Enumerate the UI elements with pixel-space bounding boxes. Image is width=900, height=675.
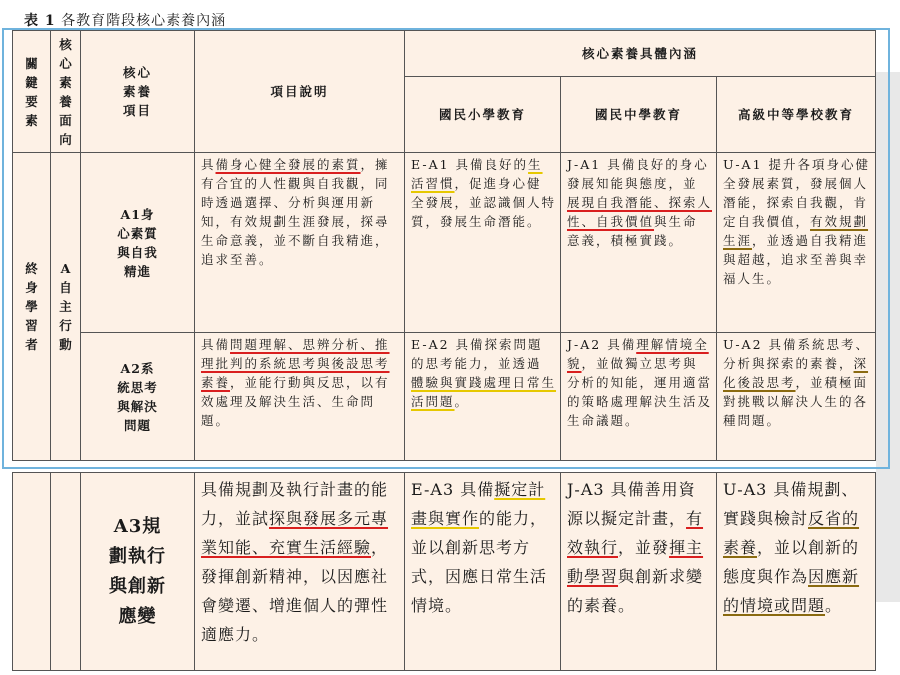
highlighted-phrase: 深化後設思考 [723, 356, 869, 390]
text-segment: E-A2 具備探索問題的思考能力，並透過 [411, 337, 543, 371]
text-segment: E-A1 具備良好的 [411, 157, 529, 172]
highlighted-phrase: 因應新的情境或問題 [723, 567, 860, 615]
text-segment: ，發揮創新精神，以因應社會變遷、增進個人的彈性適應力。 [201, 538, 389, 644]
header-description: 項目說明 [195, 31, 405, 153]
text-segment: ，並能行動與反思，以有效處理及解決生活、生命問題。 [201, 375, 390, 428]
highlighted-phrase: 問題理解、思辨分析、推理批判的系統思考與後設思考素養 [201, 337, 390, 390]
elementary-a2 [405, 333, 561, 461]
text-segment: 具 [201, 157, 216, 172]
text-segment: U-A2 具備系統思考、分析與探索的素養， [723, 337, 870, 371]
highlighted-phrase: 擬定計畫與實作 [411, 480, 546, 528]
highlighted-phrase: 有效執行 [567, 509, 704, 557]
text-segment: ，促進身心健全發展，並認識個人特質，發展生命潛能。 [411, 176, 557, 229]
highlighted-phrase: 探與發展多元專業知能、充實生活經驗 [201, 509, 389, 557]
text-segment: ，擁有合宜的人性觀與自我觀，同時透過選擇、分析與運用新知，有效規劃生涯發展，探尋生命意義，並不斷自我精進，追求至善。 [201, 157, 390, 267]
elementary-a1 [405, 153, 561, 333]
highlighted-phrase: 展現自我潛能、探索人性、自我價值 [567, 195, 713, 229]
item-a1: A1身心素質與自我精進 [81, 153, 195, 333]
elementary-a3 [405, 473, 561, 671]
item-a2: A2系統思考與解決問題 [81, 333, 195, 461]
caption-title: 各教育階段核心素養內涵 [61, 13, 227, 29]
description-a3 [195, 473, 405, 671]
text-segment: J-A3 具備善用資源以擬定計畫， [567, 480, 696, 528]
text-segment: J-A1 具備良好的身心發展知能與態度，並 [567, 157, 709, 191]
header-dimension: 核心素養面向 [51, 31, 81, 153]
highlighted-phrase: 備身心健全發展的素質 [215, 157, 361, 172]
text-segment: 具備規劃及執行計畫的能力，並試 [201, 480, 389, 528]
text-segment: ，並以創新的態度與作為 [723, 538, 860, 586]
text-segment: U-A1 提升各項身心健全發展素質，發展個人潛能，探索自我觀，肯定自我價值， [723, 157, 870, 229]
competency-table [12, 30, 876, 461]
text-segment: J-A2 具備 [567, 337, 637, 352]
junior-a1 [561, 153, 717, 333]
header-senior: 高級中等學校教育 [717, 77, 876, 153]
header-junior: 國民中學教育 [561, 77, 717, 153]
text-segment: ，並做獨立思考與分析的知能，運用適當的策略處理解決生活及生命議題。 [567, 356, 713, 428]
highlighted-phrase: 揮主動學習 [567, 538, 704, 586]
text-segment: 的能力，並以創新思考方式，因應日常生活情境。 [411, 509, 548, 615]
highlighted-phrase: 理解情境全貌 [567, 337, 709, 371]
caption-label: 表 1 [24, 13, 56, 29]
senior-a1 [717, 153, 876, 333]
highlighted-phrase: 反省的素養 [723, 509, 860, 557]
text-segment: ，並積極面對挑戰以解決人生的各種問題。 [723, 375, 869, 428]
junior-a3 [561, 473, 717, 671]
header-concrete: 核心素養具體內涵 [405, 31, 876, 77]
header-key-element: 關鍵要素 [13, 31, 51, 153]
header-elementary: 國民小學教育 [405, 77, 561, 153]
senior-a3 [717, 473, 876, 671]
dimension-cell-cont [51, 473, 81, 671]
key-element-cell-cont [13, 473, 51, 671]
item-a3: A3規劃執行與創新應變 [81, 473, 195, 671]
text-segment: 與生命意義，積極實踐。 [567, 214, 698, 248]
junior-a2 [561, 333, 717, 461]
text-segment: ，並發 [618, 538, 670, 557]
competency-table-a3 [12, 472, 876, 671]
header-item: 核心素養項目 [81, 31, 195, 153]
highlighted-phrase: 生活習慣 [411, 157, 543, 191]
key-element-cell: 終身學習者 [13, 153, 51, 461]
description-a2 [195, 333, 405, 461]
dimension-cell: A自主行動 [51, 153, 81, 461]
text-segment: 與創新求變的素養。 [567, 567, 704, 615]
text-segment: 。 [825, 596, 843, 615]
highlighted-phrase: 有效規劃生涯 [723, 214, 869, 248]
highlighted-phrase: 體驗與實踐處理日常生活問題 [411, 375, 557, 409]
description-a1 [195, 153, 405, 333]
text-segment: U-A3 具備規劃、實踐與檢討 [723, 480, 859, 528]
table-caption [24, 10, 226, 30]
text-segment: E-A3 具備 [411, 480, 495, 499]
text-segment: ，並透過自我精進與超越，追求至善與幸福人生。 [723, 233, 869, 286]
text-segment: 具備 [201, 337, 231, 352]
senior-a2 [717, 333, 876, 461]
text-segment: 。 [454, 394, 470, 409]
